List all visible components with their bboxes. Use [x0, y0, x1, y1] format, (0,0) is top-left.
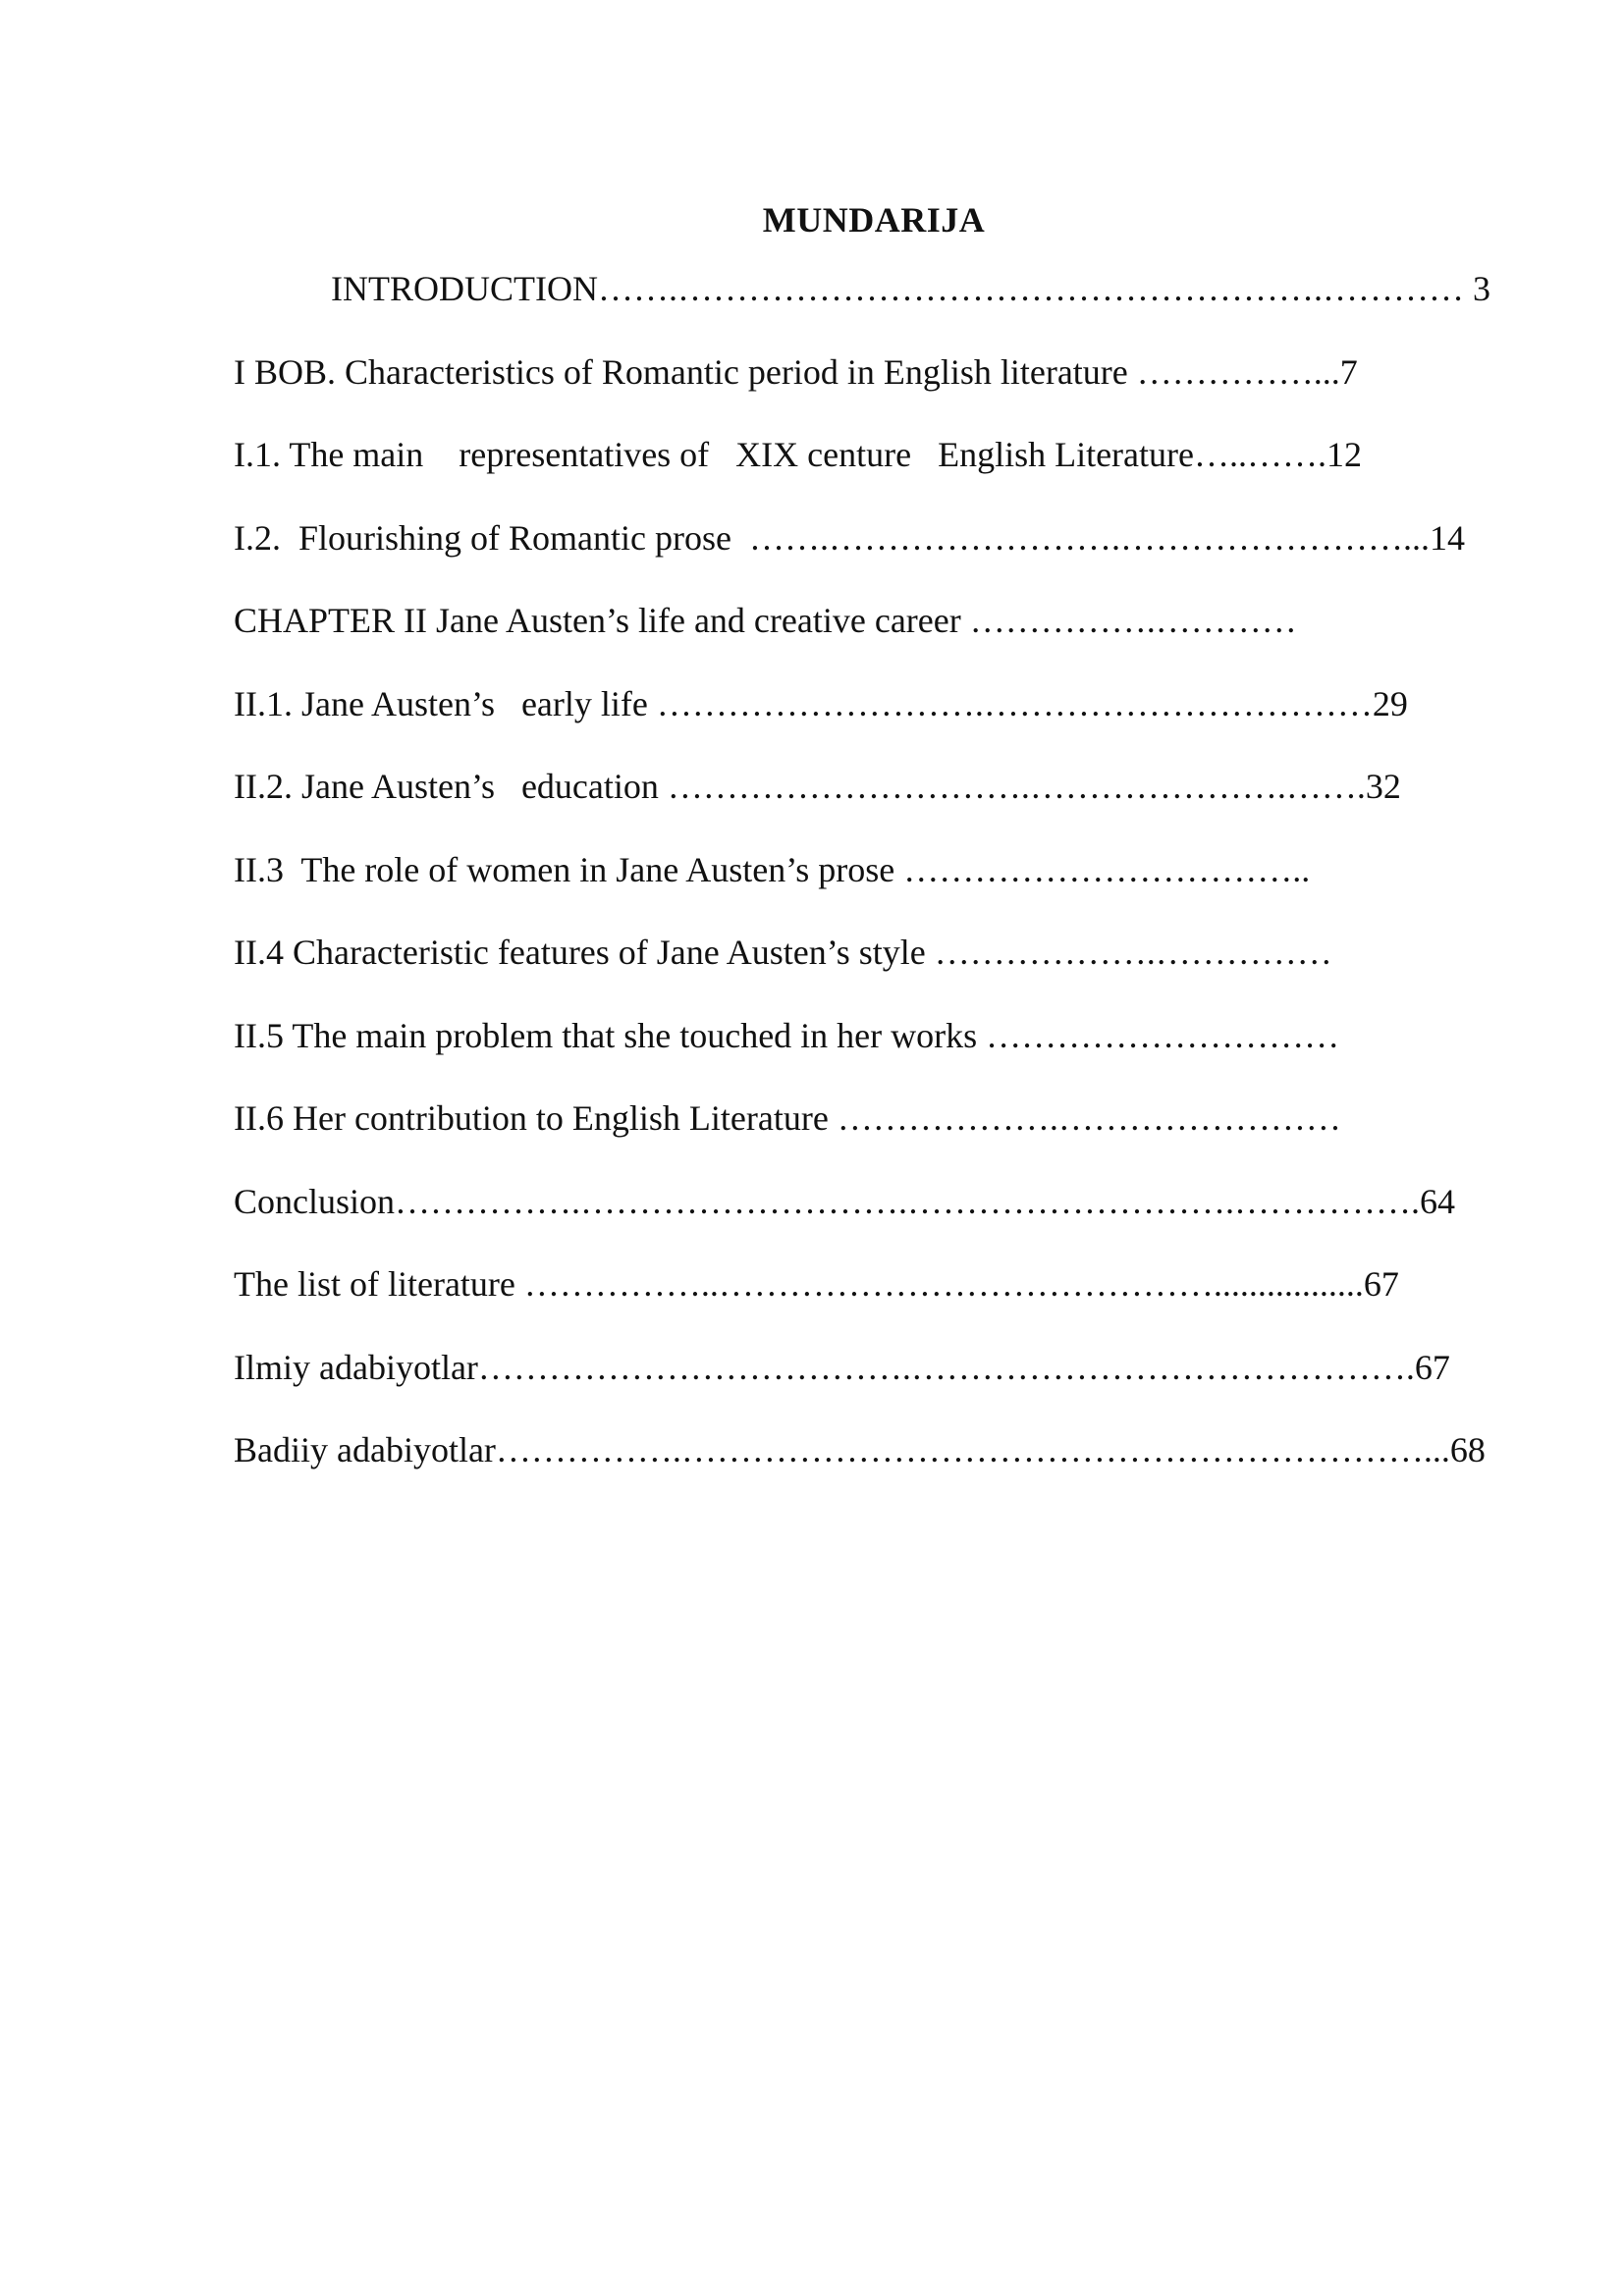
toc-entry-section-2-5: II.5 The main problem that she touched in her works …………………………: [234, 1016, 1340, 1055]
toc-entry-section-1-2: I.2. Flourishing of Romantic prose …….…………………….……………………...14: [234, 518, 1465, 558]
toc-entry-badiiy-adabiyotlar: Badiiy adabiyotlar…………….………………………………………………………...68: [234, 1430, 1486, 1469]
toc-entry-section-2-6: II.6 Her contribution to English Literature ……………….……………………: [234, 1098, 1341, 1138]
toc-entry-section-2-3: II.3 The role of women in Jane Austen’s prose ……………………………..: [234, 850, 1311, 889]
toc-entry-introduction: INTRODUCTION…….……………………………………………….………… 3: [331, 269, 1490, 308]
toc-entry-list-of-literature: The list of literature ……………..…………………………………….................67: [234, 1264, 1399, 1304]
toc-entry-section-2-4: II.4 Characteristic features of Jane Austen’s style ……………….……………: [234, 933, 1332, 972]
toc-entry-section-2-1: II.1. Jane Austen’s early life ……………………….……………………………29: [234, 684, 1408, 723]
toc-title: MUNDARIJA: [762, 200, 986, 240]
toc-entry-section-2-2: II.2. Jane Austen’s education ………………………….………………….…….32: [234, 767, 1401, 806]
toc-entry-conclusion: Conclusion…………….……………………….……………………….…………….64: [234, 1182, 1456, 1221]
toc-entry-section-1-1: I.1. The main representatives of XIX centure English Literature…..…….12: [234, 435, 1362, 474]
toc-entry-ilmiy-adabiyotlar: Ilmiy adabiyotlar……………………………….…………………………………….67: [234, 1348, 1450, 1387]
toc-entry-chapter-1: I BOB. Characteristics of Romantic period in English literature ……………...7: [234, 352, 1358, 392]
toc-entry-chapter-2: CHAPTER II Jane Austen’s life and creative career …………….…………: [234, 601, 1297, 640]
